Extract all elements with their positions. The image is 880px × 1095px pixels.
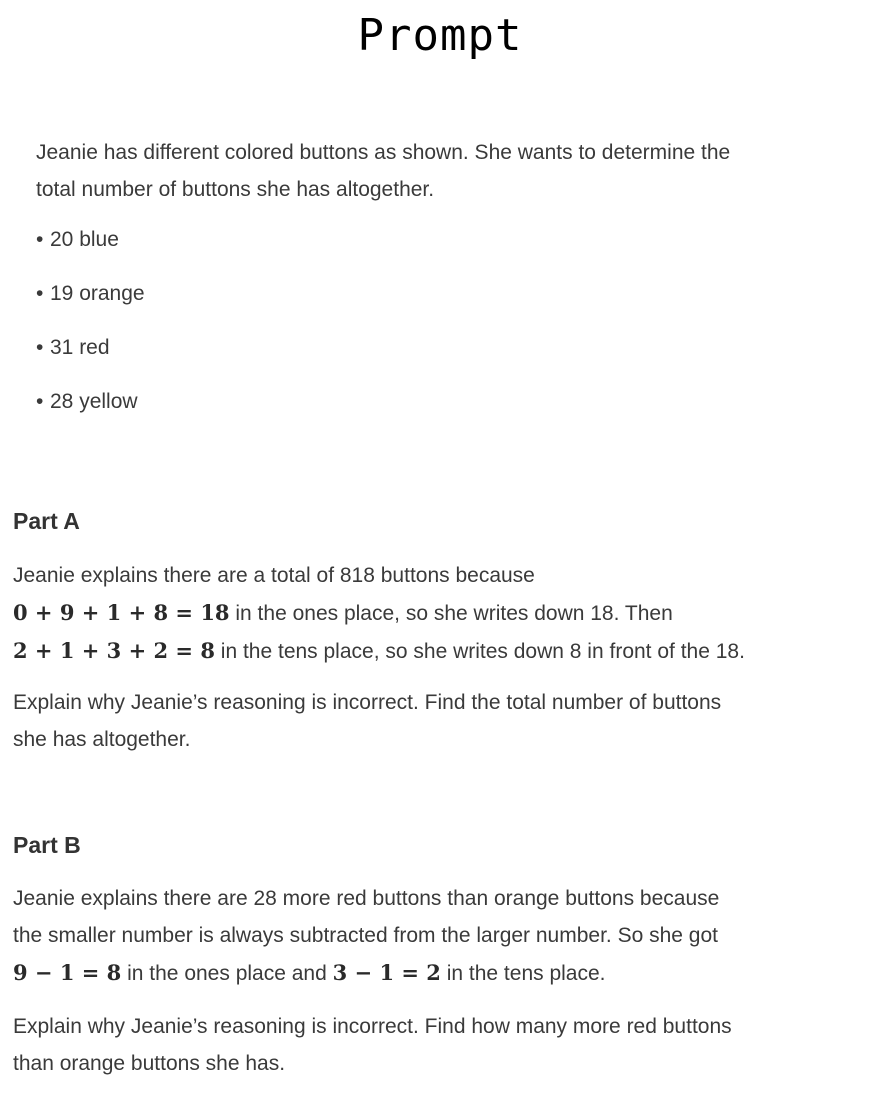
list-item <box>36 276 145 330</box>
intro-line-2: total number of buttons she has altogether. <box>36 178 435 201</box>
part-b-line-3-end: in the tens place. <box>440 962 606 985</box>
part-a-line-2-text: in the ones place, so she writes down 18. Then <box>229 602 673 625</box>
list-item-text: 28 yellow <box>50 390 138 413</box>
bullet-icon: • <box>36 228 44 251</box>
part-a-tens-equation: 2 + 1 + 3 + 2 = 8 <box>13 638 215 663</box>
page-title: Prompt <box>357 10 523 61</box>
part-a-line-1: Jeanie explains there are a total of 818 buttons because <box>13 564 535 587</box>
part-b-line-2: the smaller number is always subtracted from the larger number. So she got <box>13 924 718 947</box>
part-a-ones-equation: 0 + 9 + 1 + 8 = 18 <box>13 600 230 625</box>
part-a-line-3 <box>13 632 875 670</box>
part-b-line-3-mid: in the ones place and <box>121 962 333 985</box>
intro-paragraph <box>36 134 876 208</box>
part-b-question-line-2: than orange buttons she has. <box>13 1052 286 1075</box>
part-a-question-line-1: Explain why Jeanie’s reasoning is incorrect. Find the total number of buttons <box>13 691 722 714</box>
intro-line-1: Jeanie has different colored buttons as shown. She wants to determine the <box>36 141 731 164</box>
part-a-line-3-text: in the tens place, so she writes down 8 in front of the 18. <box>214 640 745 663</box>
part-b-heading: Part B <box>13 832 81 858</box>
part-a-question <box>13 684 875 758</box>
list-item <box>36 384 145 438</box>
list-item <box>36 330 145 384</box>
part-b-explanation <box>13 880 875 992</box>
list-item-text: 20 blue <box>50 228 119 251</box>
part-a-explanation <box>13 557 875 670</box>
list-item-text: 19 orange <box>50 282 145 305</box>
bullet-icon: • <box>36 336 44 359</box>
button-color-list <box>36 222 145 438</box>
part-b-line-3 <box>13 954 875 992</box>
list-item-text: 31 red <box>50 336 110 359</box>
list-item <box>36 222 145 276</box>
part-a-heading: Part A <box>13 508 80 534</box>
part-b-question-line-1: Explain why Jeanie’s reasoning is incorrect. Find how many more red buttons <box>13 1015 732 1038</box>
part-b-ones-equation: 9 − 1 = 8 <box>13 960 122 985</box>
part-b-question <box>13 1008 875 1082</box>
part-a-line-2 <box>13 594 875 632</box>
bullet-icon: • <box>36 390 44 413</box>
part-b-tens-equation: 3 − 1 = 2 <box>332 960 441 985</box>
bullet-icon: • <box>36 282 44 305</box>
part-b-line-1: Jeanie explains there are 28 more red buttons than orange buttons because <box>13 887 720 910</box>
part-a-question-line-2: she has altogether. <box>13 728 191 751</box>
